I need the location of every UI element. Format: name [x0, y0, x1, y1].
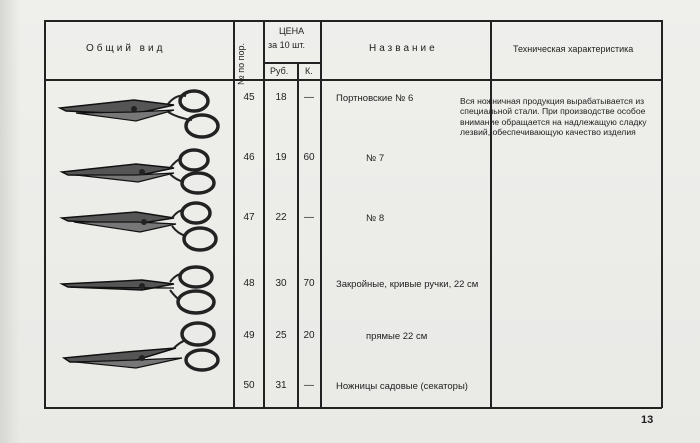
row-name: Портновские № 6	[336, 93, 414, 104]
row-name: № 8	[366, 213, 385, 224]
header-name: Название	[369, 43, 438, 54]
row-rub: 25	[275, 330, 287, 341]
row-kop: —	[304, 212, 314, 223]
row-kop: 70	[303, 278, 315, 289]
header-tech: Техническая характеристика	[513, 44, 634, 54]
table-left-border	[44, 20, 46, 408]
page-number: 13	[641, 414, 654, 426]
row-number: 48	[243, 278, 255, 289]
row-name: № 7	[366, 153, 385, 164]
col-divider-number	[263, 20, 265, 408]
row-number: 49	[243, 330, 255, 341]
scissors-straight-49-illustration	[56, 318, 226, 374]
header-price: ЦЕНА	[279, 26, 305, 36]
row-number: 46	[243, 152, 255, 163]
header-kop: К.	[305, 66, 313, 76]
row-name: Закройные, кривые ручки, 22 см	[336, 279, 479, 290]
row-rub: 18	[275, 92, 287, 103]
header-number-vertical	[234, 43, 248, 85]
table-right-border	[661, 20, 663, 408]
table-top-border	[44, 20, 662, 22]
row-kop: —	[304, 380, 314, 391]
scissors-tailor-45-illustration	[56, 88, 226, 142]
row-rub: 19	[275, 152, 287, 163]
technical-description: Вся ножничная продукция вырабатывается из специальной стали. При производстве особое внимание обращается на надлежащую сладку лезвий, обеспечивающую качество изделия	[460, 96, 647, 138]
header-general-view: Общий вид	[86, 43, 166, 54]
header-price-per: за 10 шт.	[268, 40, 305, 50]
table-bottom-border	[44, 407, 662, 409]
row-rub: 30	[275, 278, 287, 289]
row-kop: 20	[303, 330, 315, 341]
col-divider-rub	[297, 62, 299, 408]
row-kop: —	[304, 92, 314, 103]
scissors-cutting-48-illustration	[56, 264, 226, 316]
price-subheader-line	[264, 62, 320, 64]
row-rub: 22	[275, 212, 287, 223]
header-rub: Руб.	[270, 66, 289, 76]
table-header-bottom-border	[44, 79, 662, 81]
scissors-tailor-46-illustration	[56, 148, 226, 198]
row-number: 50	[243, 380, 255, 391]
scissors-tailor-47-illustration	[56, 200, 226, 254]
row-number: 45	[243, 92, 255, 103]
page-edge-shadow	[0, 0, 20, 443]
col-divider-price	[320, 20, 322, 408]
row-kop: 60	[303, 152, 315, 163]
row-name: прямые 22 см	[366, 331, 428, 342]
col-divider-name	[490, 20, 492, 408]
header-number-label: № по пор.	[236, 43, 246, 85]
row-rub: 31	[275, 380, 287, 391]
row-number: 47	[243, 212, 255, 223]
row-name: Ножницы садовые (секаторы)	[336, 381, 468, 392]
